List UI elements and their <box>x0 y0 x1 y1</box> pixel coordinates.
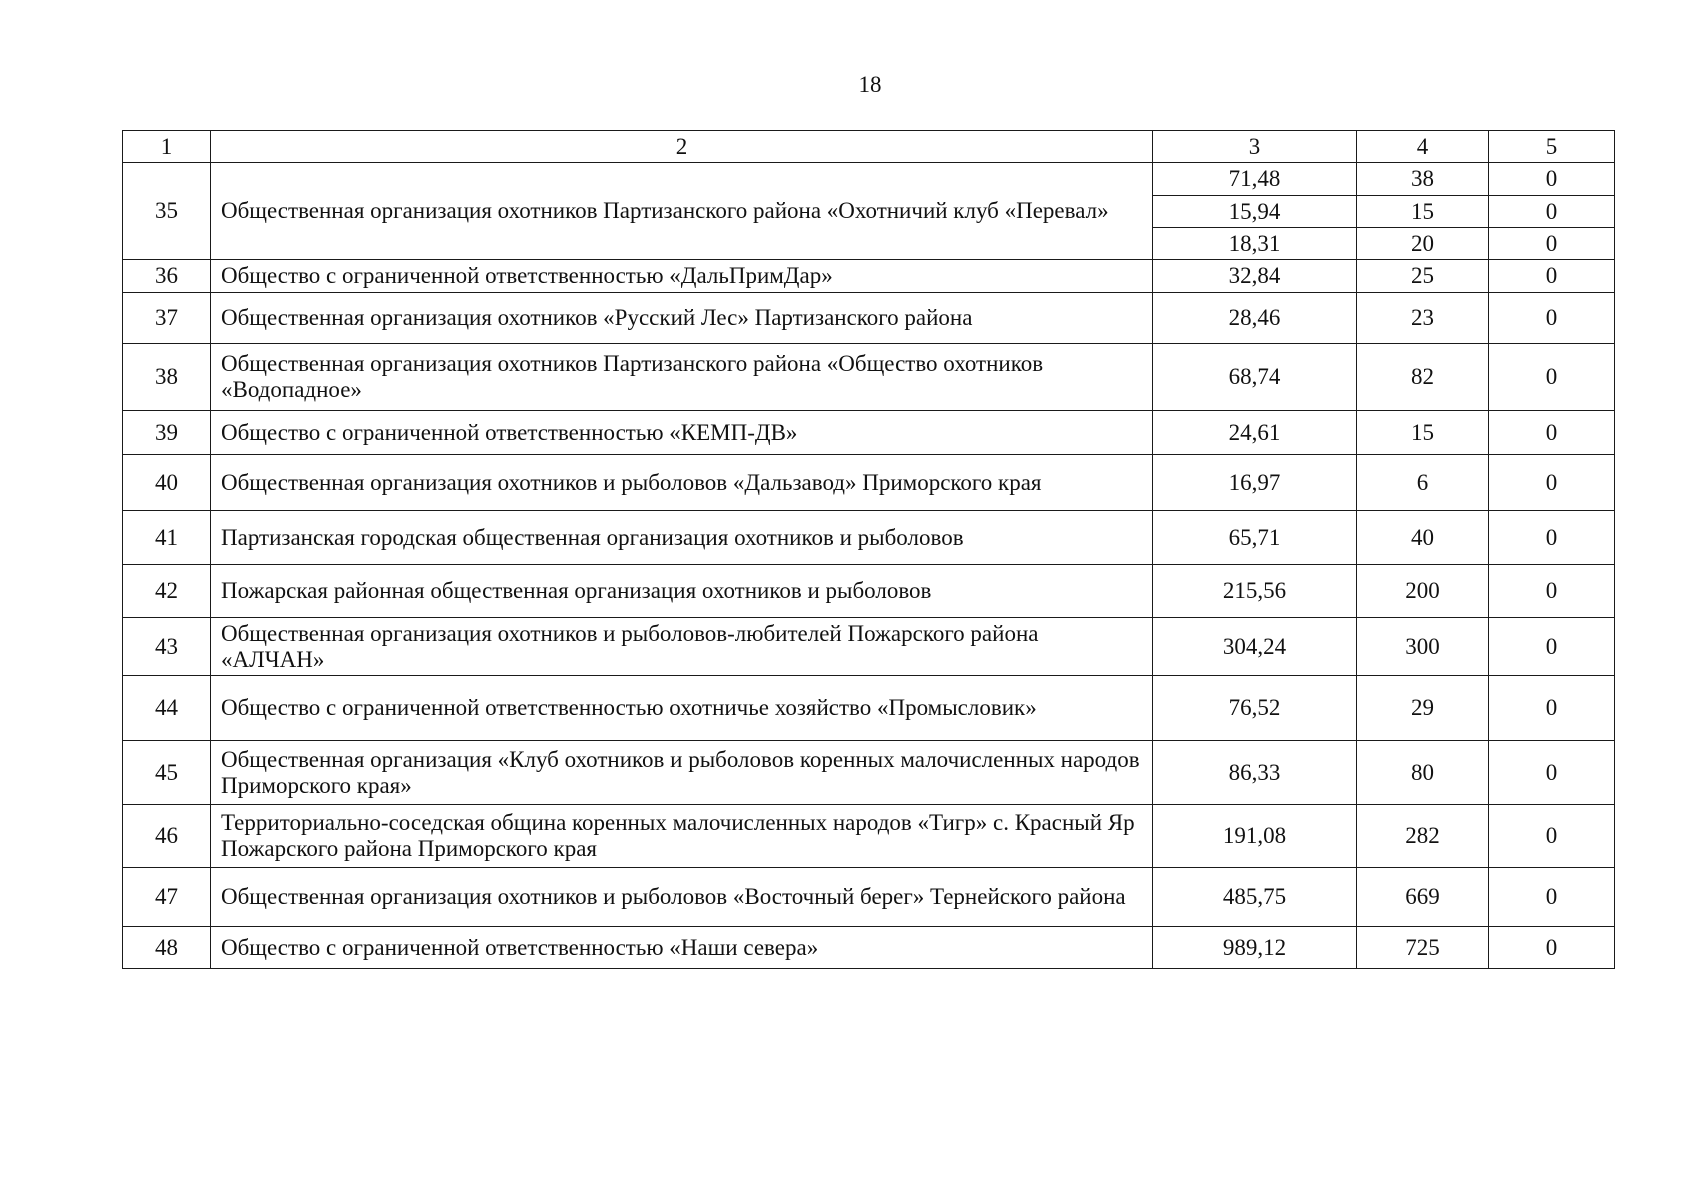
row-number: 43 <box>123 618 211 676</box>
value-col4: 25 <box>1357 260 1489 293</box>
table-row <box>123 411 1615 455</box>
organization-name: Общество с ограниченной ответственностью охотничье хозяйство «Промысловик» <box>211 676 1153 741</box>
table-row <box>123 741 1615 805</box>
value-col3: 65,71 <box>1153 511 1357 565</box>
row-number: 36 <box>123 260 211 293</box>
value-col3: 24,61 <box>1153 411 1357 455</box>
value-col3: 32,84 <box>1153 260 1357 293</box>
value-col4: 282 <box>1357 805 1489 868</box>
table-row <box>123 293 1615 344</box>
table-header-row <box>123 131 1615 163</box>
value-col4: 725 <box>1357 927 1489 969</box>
row-number: 47 <box>123 868 211 927</box>
organization-name: Общественная организация охотников Партизанского района «Охотничий клуб «Перевал» <box>211 163 1153 260</box>
organization-name: Общественная организация охотников и рыболовов «Дальзавод» Приморского края <box>211 455 1153 511</box>
value-col5: 0 <box>1489 868 1615 927</box>
organization-name: Общественная организация охотников и рыболовов-любителей Пожарского района «АЛЧАН» <box>211 618 1153 676</box>
row-number: 44 <box>123 676 211 741</box>
row-number: 41 <box>123 511 211 565</box>
value-col5: 0 <box>1489 805 1615 868</box>
value-col5: 0 <box>1489 196 1615 228</box>
organization-name: Общественная организация охотников Партизанского района «Общество охотников «Водопадное» <box>211 344 1153 411</box>
value-col3: 304,24 <box>1153 618 1357 676</box>
table-row <box>123 344 1615 411</box>
table-row <box>123 805 1615 868</box>
header-cell: 2 <box>211 131 1153 163</box>
value-col5: 0 <box>1489 228 1615 260</box>
header-cell: 1 <box>123 131 211 163</box>
table-row <box>123 618 1615 676</box>
organization-name: Общество с ограниченной ответственностью «ДальПримДар» <box>211 260 1153 293</box>
row-number: 39 <box>123 411 211 455</box>
value-col5: 0 <box>1489 260 1615 293</box>
organization-name: Пожарская районная общественная организация охотников и рыболовов <box>211 565 1153 618</box>
header-cell: 4 <box>1357 131 1489 163</box>
value-col5: 0 <box>1489 293 1615 344</box>
value-col3: 989,12 <box>1153 927 1357 969</box>
value-col4: 80 <box>1357 741 1489 805</box>
value-col4: 15 <box>1357 411 1489 455</box>
row-number: 45 <box>123 741 211 805</box>
table-row <box>123 927 1615 969</box>
value-col4: 23 <box>1357 293 1489 344</box>
value-col5: 0 <box>1489 741 1615 805</box>
value-col4: 29 <box>1357 676 1489 741</box>
table-row <box>123 163 1615 196</box>
organization-name: Партизанская городская общественная организация охотников и рыболовов <box>211 511 1153 565</box>
value-col5: 0 <box>1489 618 1615 676</box>
value-col4: 6 <box>1357 455 1489 511</box>
value-col3: 76,52 <box>1153 676 1357 741</box>
row-number: 42 <box>123 565 211 618</box>
row-number: 48 <box>123 927 211 969</box>
row-number: 35 <box>123 163 211 260</box>
value-col4: 669 <box>1357 868 1489 927</box>
organization-name: Общество с ограниченной ответственностью «КЕМП-ДВ» <box>211 411 1153 455</box>
value-col5: 0 <box>1489 565 1615 618</box>
value-col5: 0 <box>1489 163 1615 196</box>
table-row <box>123 455 1615 511</box>
row-number: 37 <box>123 293 211 344</box>
table-row <box>123 511 1615 565</box>
value-col3: 215,56 <box>1153 565 1357 618</box>
value-col5: 0 <box>1489 511 1615 565</box>
table-row <box>123 676 1615 741</box>
header-cell: 5 <box>1489 131 1615 163</box>
value-col4: 20 <box>1357 228 1489 260</box>
value-col3: 15,94 <box>1153 196 1357 228</box>
organization-name: Общественная организация охотников «Русский Лес» Партизанского района <box>211 293 1153 344</box>
value-col5: 0 <box>1489 676 1615 741</box>
organization-name: Общественная организация «Клуб охотников и рыболовов коренных малочисленных народов Приморского края» <box>211 741 1153 805</box>
table-row <box>123 260 1615 293</box>
header-cell: 3 <box>1153 131 1357 163</box>
table-row <box>123 868 1615 927</box>
value-col3: 28,46 <box>1153 293 1357 344</box>
value-col5: 0 <box>1489 411 1615 455</box>
organization-name: Общество с ограниченной ответственностью «Наши севера» <box>211 927 1153 969</box>
value-col3: 71,48 <box>1153 163 1357 196</box>
value-col5: 0 <box>1489 455 1615 511</box>
value-col3: 86,33 <box>1153 741 1357 805</box>
value-col4: 300 <box>1357 618 1489 676</box>
organization-name: Общественная организация охотников и рыболовов «Восточный берег» Тернейского района <box>211 868 1153 927</box>
data-table <box>122 130 1615 969</box>
value-col5: 0 <box>1489 927 1615 969</box>
value-col3: 68,74 <box>1153 344 1357 411</box>
value-col4: 15 <box>1357 196 1489 228</box>
value-col3: 191,08 <box>1153 805 1357 868</box>
page-number: 18 <box>858 72 882 97</box>
value-col5: 0 <box>1489 344 1615 411</box>
row-number: 40 <box>123 455 211 511</box>
row-number: 38 <box>123 344 211 411</box>
value-col4: 82 <box>1357 344 1489 411</box>
organization-name: Территориально-соседская община коренных малочисленных народов «Тигр» с. Красный Яр Пожарского района Приморского края <box>211 805 1153 868</box>
table-row <box>123 565 1615 618</box>
value-col3: 16,97 <box>1153 455 1357 511</box>
row-number: 46 <box>123 805 211 868</box>
value-col3: 485,75 <box>1153 868 1357 927</box>
value-col4: 40 <box>1357 511 1489 565</box>
value-col4: 38 <box>1357 163 1489 196</box>
value-col3: 18,31 <box>1153 228 1357 260</box>
value-col4: 200 <box>1357 565 1489 618</box>
